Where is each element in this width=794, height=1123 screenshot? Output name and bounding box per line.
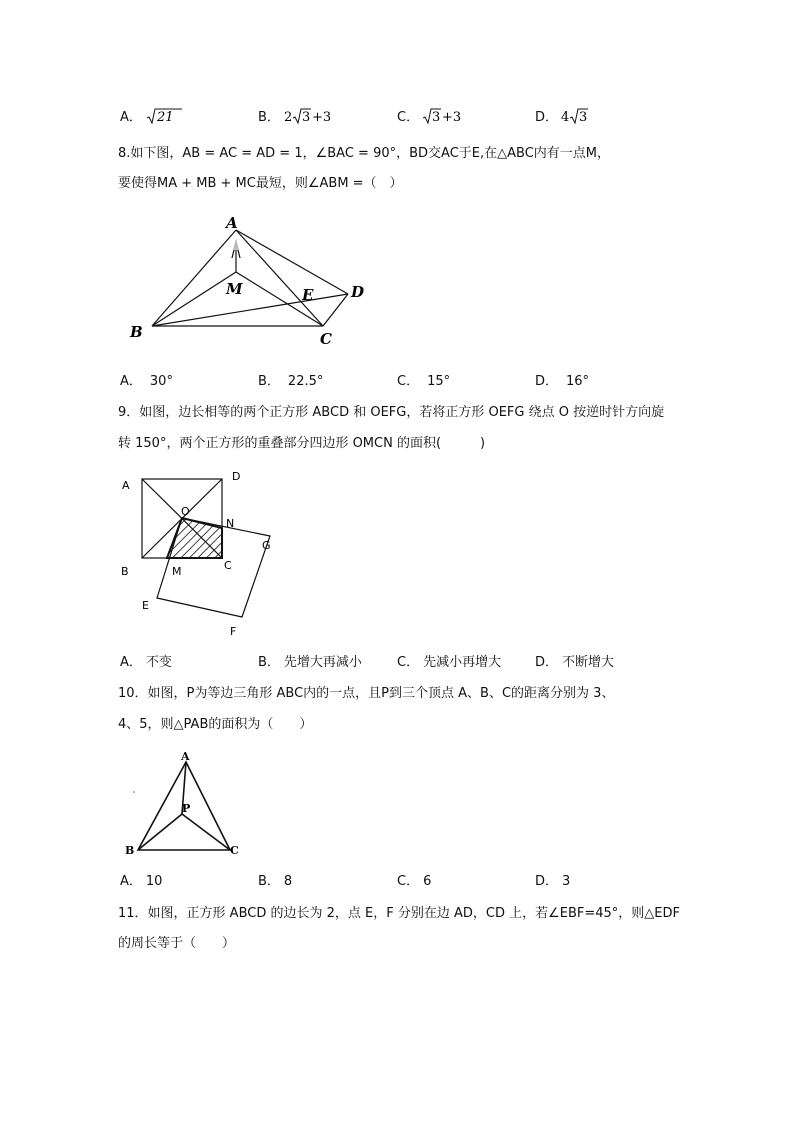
- svg-text:+3: +3: [442, 109, 462, 125]
- q7-option-c-math: [423, 109, 473, 127]
- q7-option-d-math: [561, 109, 601, 127]
- q10-seg-pc: [182, 814, 230, 850]
- q9-option-d-text: 不断增大: [562, 655, 615, 670]
- q9-label-a: A: [122, 479, 130, 492]
- q10-option-c: [397, 873, 431, 891]
- q10-seg-pb: [138, 814, 182, 850]
- q7-option-c-letter: C．: [397, 110, 420, 125]
- q8-seg-ac: [236, 230, 323, 326]
- q7-option-c: [397, 109, 462, 127]
- q8-option-c-text: 15°: [427, 374, 451, 389]
- q9-stem-line2: 转 150°，两个正方形的重叠部分四边形 OMCN 的面积( ): [118, 436, 486, 451]
- q9-option-c: [397, 654, 501, 672]
- q11-stem-line1: 11．如图，正方形 ABCD 的边长为 2，点 E，F 分别在边 AD，CD 上，若∠EBF=45°，则△EDF: [118, 906, 680, 921]
- q8-option-b: [258, 373, 323, 391]
- svg-text:3: 3: [432, 109, 441, 125]
- q8-label-b: B: [130, 323, 143, 341]
- q10-stem-line2: 4、5，则△PAB的面积为（ ）: [118, 717, 313, 732]
- q8-option-c-letter: C．: [397, 374, 420, 389]
- q10-label-c: C: [230, 844, 239, 857]
- q9-option-b-letter: B．: [258, 655, 280, 670]
- q9-label-e: E: [142, 599, 149, 612]
- q8-option-a: [120, 373, 173, 391]
- q9-option-a-text: 不变: [145, 655, 172, 670]
- svg-text:2: 2: [284, 109, 293, 125]
- q9-option-a: [120, 654, 172, 672]
- q8-option-d: [535, 373, 589, 391]
- q9-option-b: [258, 654, 362, 672]
- q7-option-a-letter: A．: [120, 110, 142, 125]
- q8-option-c: [397, 373, 450, 391]
- q10-option-b: [258, 873, 292, 891]
- svg-text:3: 3: [302, 109, 311, 125]
- svg-text:+3: +3: [312, 109, 332, 125]
- q8-label-c: C: [320, 330, 332, 348]
- q8-option-d-text: 16°: [566, 374, 590, 389]
- q7-option-a: [120, 109, 174, 127]
- q8-label-a: A: [226, 214, 238, 232]
- q9-option-d: [535, 654, 614, 672]
- q7-option-b-letter: B．: [258, 110, 280, 125]
- q10-option-a: [120, 873, 162, 891]
- q10-option-a-text: 10: [145, 874, 163, 889]
- q8-option-b-text: 22.5°: [287, 374, 324, 389]
- q7-option-d-letter: D．: [535, 110, 559, 125]
- q9-label-f: F: [230, 625, 237, 638]
- q10-option-d: [535, 873, 570, 891]
- q10-stem-line1: 10．如图，P为等边三角形 ABC内的一点，且P到三个顶点 A、B、C的距离分别为 3、: [118, 686, 615, 701]
- q9-option-a-letter: A．: [120, 655, 142, 670]
- q9-label-g: G: [262, 539, 271, 552]
- q8-option-d-letter: D．: [535, 374, 559, 389]
- q9-option-b-text: 先增大再减小: [283, 655, 362, 670]
- q7-option-b-math: [284, 109, 344, 127]
- q8-label-d: D: [351, 283, 365, 301]
- q9-option-c-text: 先减小再增大: [423, 655, 502, 670]
- q8-seg-ad: [236, 230, 348, 294]
- q10-option-b-letter: B．: [258, 874, 280, 889]
- svg-text:3: 3: [579, 109, 588, 125]
- q8-seg-mb: [152, 272, 236, 326]
- q9-label-o: O: [181, 505, 190, 518]
- q7-option-d: [535, 109, 588, 127]
- svg-text:21: 21: [157, 109, 174, 125]
- q10-option-a-letter: A．: [120, 874, 142, 889]
- q10-option-c-text: 6: [423, 874, 432, 889]
- q8-angle-fill: [233, 238, 239, 250]
- q10-option-d-letter: D．: [535, 874, 559, 889]
- q10-option-d-text: 3: [562, 874, 571, 889]
- q9-label-m: M: [172, 565, 182, 578]
- q8-option-b-letter: B．: [258, 374, 280, 389]
- q7-option-a-math: [146, 109, 186, 127]
- q8-option-a-text: 30°: [149, 374, 173, 389]
- q8-seg-cd: [323, 294, 348, 326]
- q9-label-b: B: [121, 565, 129, 578]
- q10-label-a: A: [181, 750, 190, 763]
- q11-stem-line2: 的周长等于（ ）: [118, 936, 236, 951]
- q9-option-c-letter: C．: [397, 655, 420, 670]
- q8-label-e: E: [302, 286, 314, 304]
- q9-stem-line1: 9．如图，边长相等的两个正方形 ABCD 和 OEFG，若将正方形 OEFG 绕点 O 按逆时针方向旋: [118, 405, 665, 420]
- q9-label-c: C: [224, 559, 232, 572]
- q10-option-c-letter: C．: [397, 874, 420, 889]
- q8-option-a-letter: A．: [120, 374, 142, 389]
- q9-label-d: D: [232, 470, 241, 483]
- q8-seg-ab: [152, 230, 236, 326]
- q7-option-b: [258, 109, 332, 127]
- q8-stem-line1: 8.如下图，AB = AC = AD = 1，∠BAC = 90°，BD交AC于E,在△ABC内有一点M，: [118, 146, 611, 161]
- q9-figure: [112, 465, 292, 640]
- svg-text:4: 4: [561, 109, 570, 125]
- q10-stray-dot: [133, 791, 135, 793]
- q8-label-m: M: [226, 280, 243, 298]
- q10-label-b: B: [125, 844, 135, 857]
- q10-figure: [120, 746, 260, 864]
- q8-figure: [120, 212, 380, 352]
- q10-option-b-text: 8: [283, 874, 293, 889]
- q9-label-n: N: [226, 517, 235, 530]
- q10-label-p: P: [182, 802, 191, 815]
- q9-option-d-letter: D．: [535, 655, 559, 670]
- q8-stem-line2: 要使得MA + MB + MC最短，则∠ABM =（ ）: [118, 176, 403, 191]
